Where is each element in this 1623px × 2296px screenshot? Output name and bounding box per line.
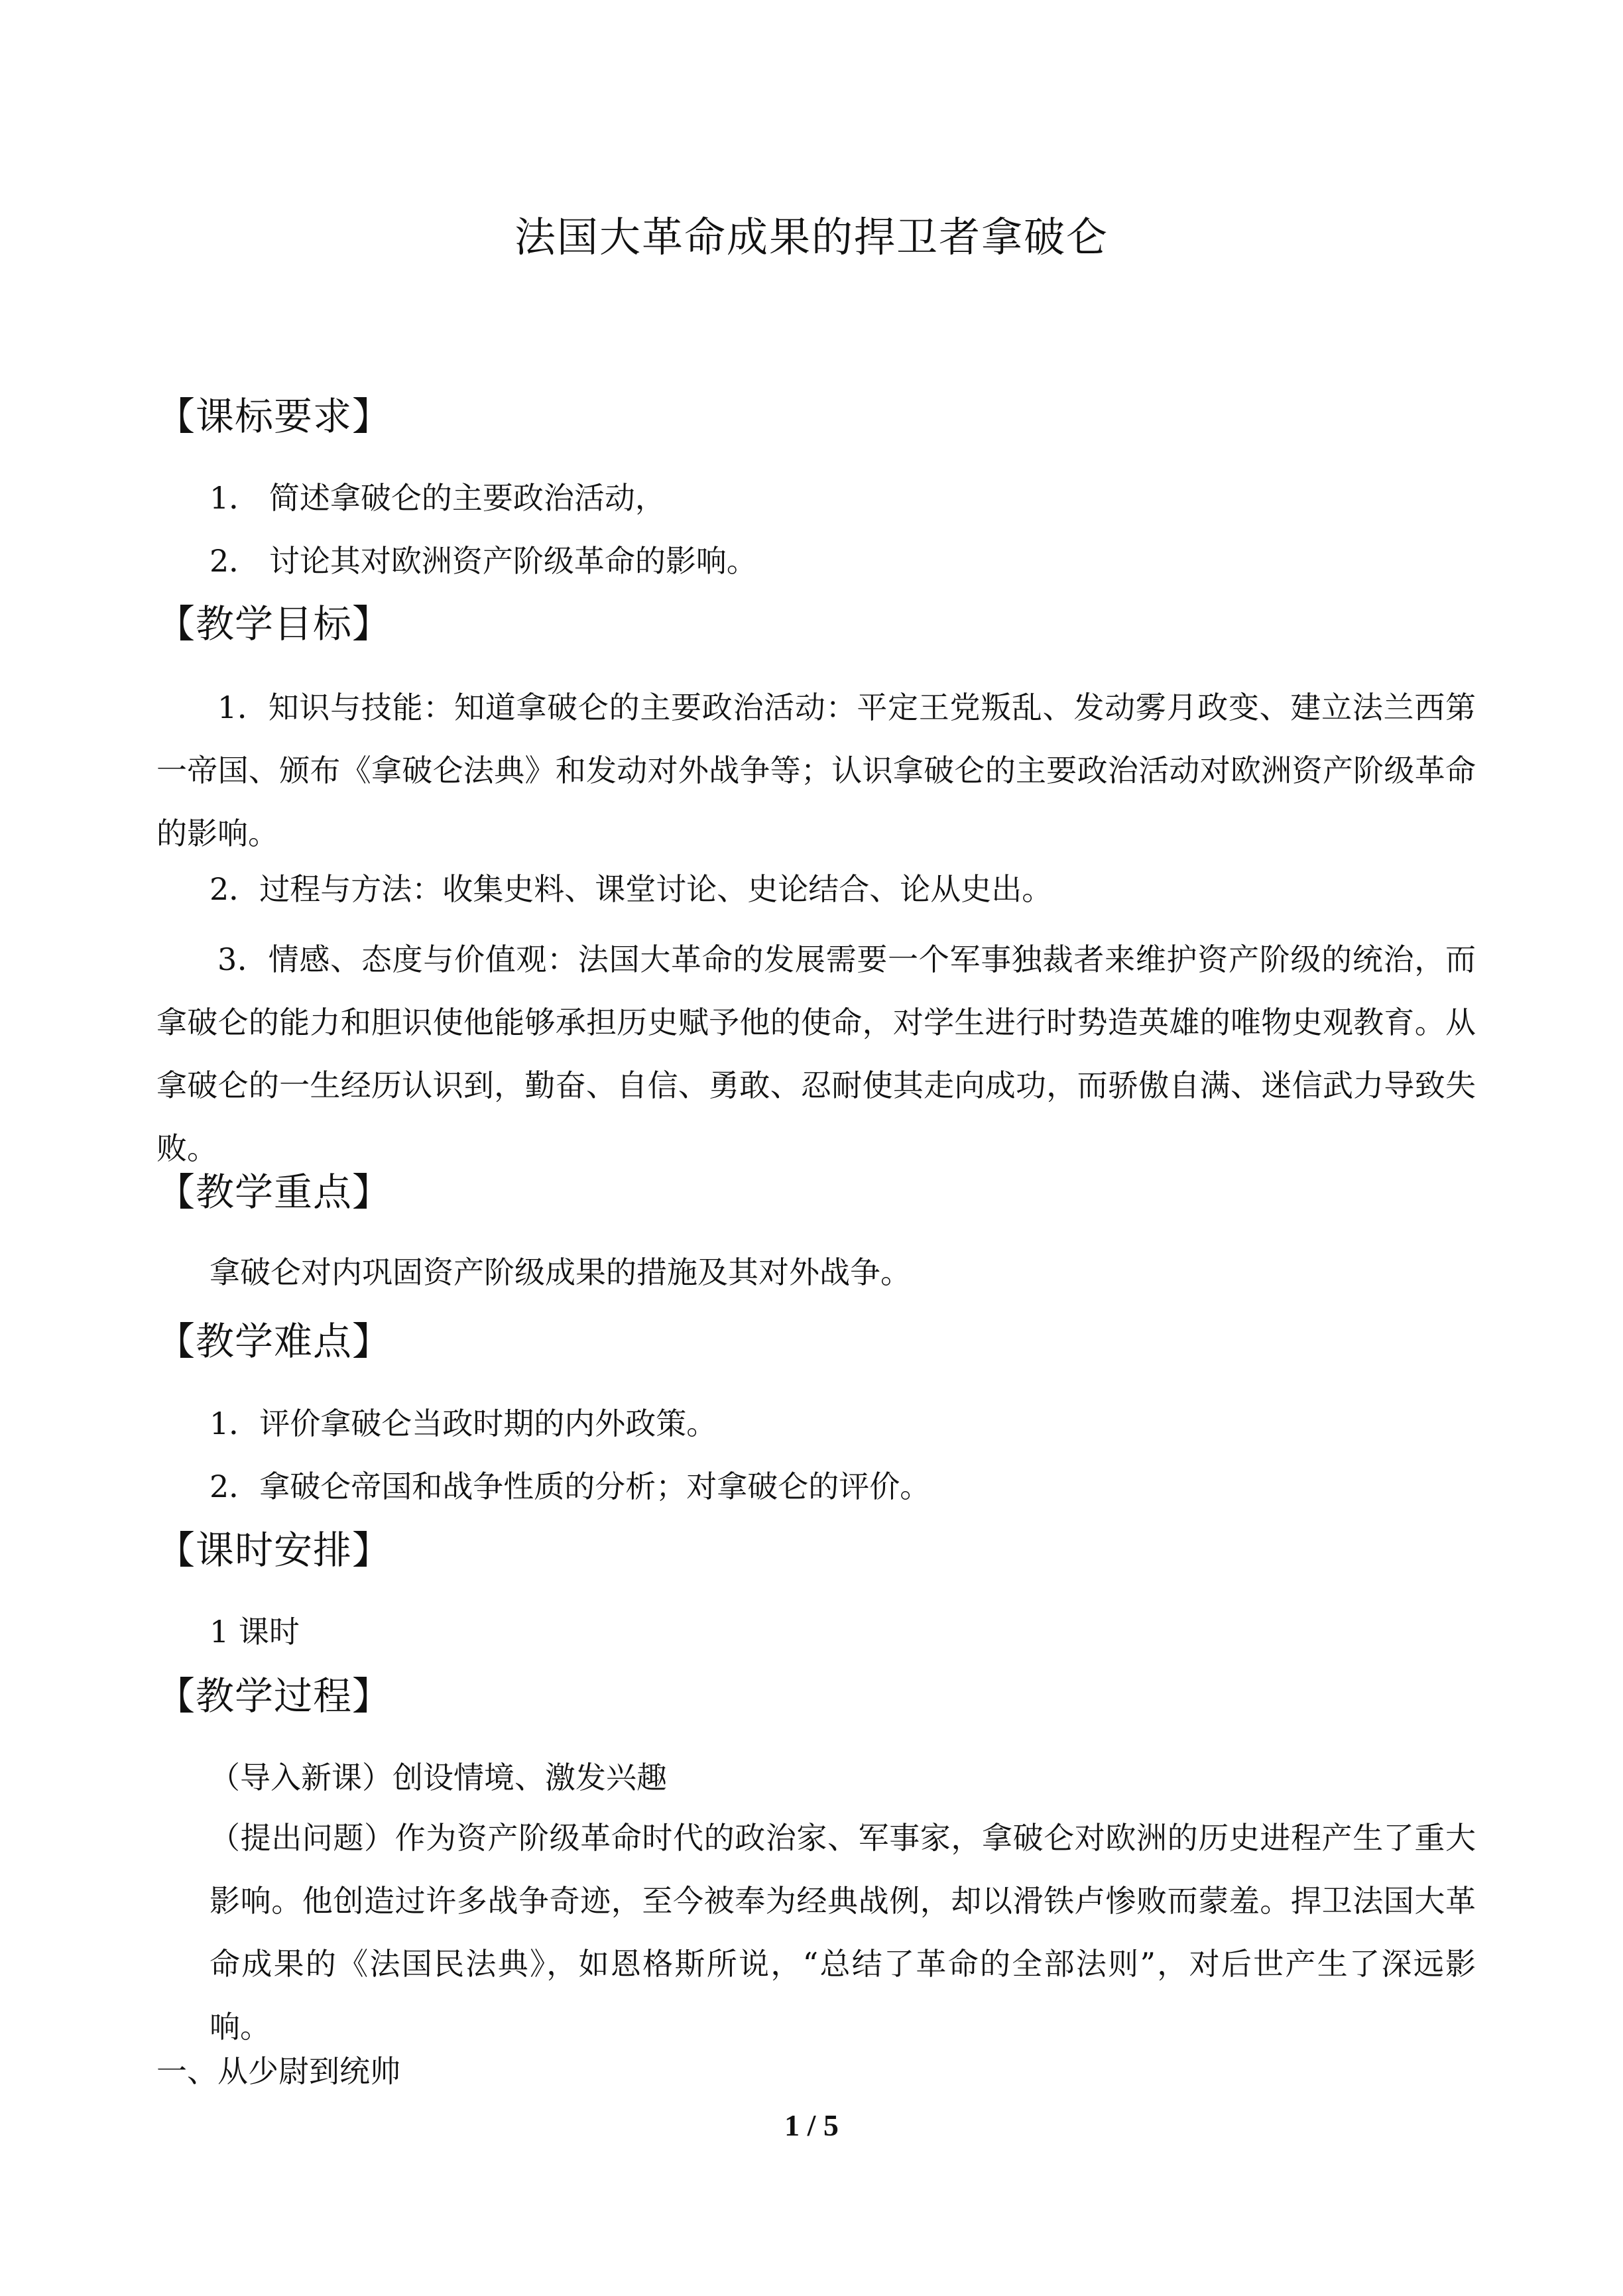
heading-objectives: 【教学目标】 xyxy=(156,601,392,646)
heading-process: 【教学过程】 xyxy=(156,1673,392,1719)
heading-schedule: 【课时安排】 xyxy=(156,1528,392,1573)
objectives-paragraph-3: 3．情感、态度与价值观：法国大革命的发展需要一个军事独裁者来维护资产阶级的统治，而拿破仑的能力和胆识使他能够承担历史赋予他的使命，对学生进行时势造英雄的唯物史观教育。从拿破仑的一生经历认识到，勤奋、自信、勇敢、忍耐使其走向成功，而骄傲自满、迷信武力导致失败。 xyxy=(156,941,1476,1166)
difficulties-item-2: 2．拿破仑帝国和战争性质的分析；对拿破仑的评价。 xyxy=(210,1469,931,1504)
objectives-paragraph-1: 1．知识与技能：知道拿破仑的主要政治活动：平定王党叛乱、发动雾月政变、建立法兰西第一帝国、颁布《拿破仑法典》和发动对外战争等；认识拿破仑的主要政治活动对欧洲资产阶级革命的影响。 xyxy=(156,690,1476,851)
page-number: 1 / 5 xyxy=(784,2108,839,2142)
schedule-text: 1 课时 xyxy=(210,1614,300,1650)
process-intro: （导入新课）创设情境、激发兴趣 xyxy=(210,1760,667,1795)
standard-item-1: 1． 简述拿破仑的主要政治活动， xyxy=(210,480,666,516)
difficulties-item-1: 1．评价拿破仑当政时期的内外政策。 xyxy=(210,1406,717,1441)
heading-standard: 【课标要求】 xyxy=(156,394,392,439)
heading-key-points: 【教学重点】 xyxy=(156,1170,392,1215)
heading-difficulties: 【教学难点】 xyxy=(156,1319,392,1364)
process-question: （提出问题）作为资产阶级革命时代的政治家、军事家，拿破仑对欧洲的历史进程产生了重大影响。他创造过许多战争奇迹，至今被奉为经典战例，却以滑铁卢惨败而蒙羞。捍卫法国大革命成果的《法国民法典》，如恩格斯所说，“总结了革命的全部法则”，对后世产生了深远影响。 xyxy=(210,1820,1476,2045)
key-points-text: 拿破仑对内巩固资产阶级成果的措施及其对外战争。 xyxy=(210,1254,911,1290)
process-subheading: 一、从少尉到统帅 xyxy=(156,2053,400,2089)
standard-item-2: 2． 讨论其对欧洲资产阶级革命的影响。 xyxy=(210,543,757,579)
document-title: 法国大革命成果的捍卫者拿破仑 xyxy=(514,213,1109,261)
objectives-paragraph-2: 2．过程与方法：收集史料、课堂讨论、史论结合、论从史出。 xyxy=(210,871,1053,907)
